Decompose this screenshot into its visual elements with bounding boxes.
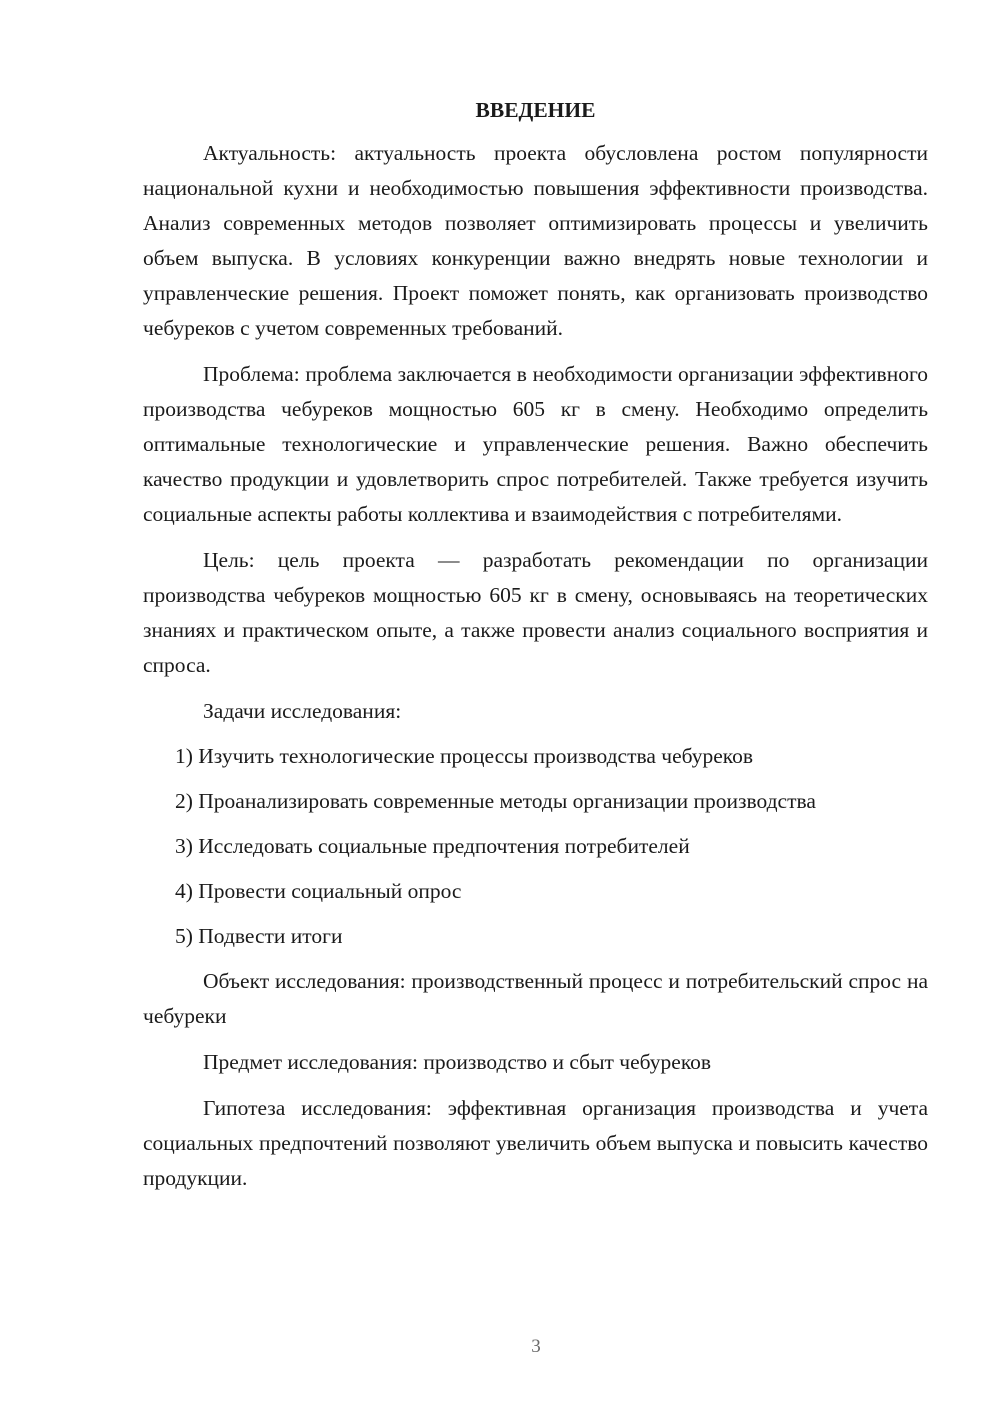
task-item-2: 2) Проанализировать современные методы организации производства (175, 789, 816, 813)
page-title: ВВЕДЕНИЕ (475, 98, 596, 122)
task-list (143, 739, 928, 954)
goal-paragraph: Цель: цель проекта — разработать рекомендации по организации производства чебуреков мощностью 605 кг в смену, основываясь на теоретических знаниях и практическом опыте, а также провести анализ социального восприятия и спроса. (143, 548, 928, 677)
problem-paragraph: Проблема: проблема заключается в необходимости организации эффективного производства чебуреков мощностью 605 кг в смену. Необходимо определить оптимальные технологические и управленческие решения. Важно обеспечить качество продукции и удовлетворить спрос потребителей. Также требуется изучить социальные аспекты работы коллектива и взаимодействия с потребителями. (143, 362, 928, 526)
relevance-paragraph: Актуальность: актуальность проекта обусловлена ростом популярности национальной кухни и необходимостью повышения эффективности производства. Анализ современных методов позволяет оптимизировать процессы и увеличить объем выпуска. В условиях конкуренции важно внедрять новые технологии и управленческие решения. Проект поможет понять, как организовать производство чебуреков с учетом современных требований. (143, 141, 928, 340)
hypothesis-paragraph: Гипотеза исследования: эффективная организация производства и учета социальных предпочтений позволяют увеличить объем выпуска и повысить качество продукции. (143, 1096, 928, 1190)
task-item-3: 3) Исследовать социальные предпочтения потребителей (175, 834, 690, 858)
document-page (143, 95, 928, 1196)
object-paragraph: Объект исследования: производственный процесс и потребительский спрос на чебуреки (143, 969, 928, 1028)
task-item-1: 1) Изучить технологические процессы производства чебуреков (175, 744, 754, 768)
task-item-5: 5) Подвести итоги (175, 924, 343, 948)
tasks-heading: Задачи исследования: (203, 699, 402, 723)
page-number: 3 (531, 1336, 541, 1357)
subject-paragraph: Предмет исследования: производство и сбыт чебуреков (203, 1050, 712, 1074)
task-item-4: 4) Провести социальный опрос (175, 879, 462, 903)
